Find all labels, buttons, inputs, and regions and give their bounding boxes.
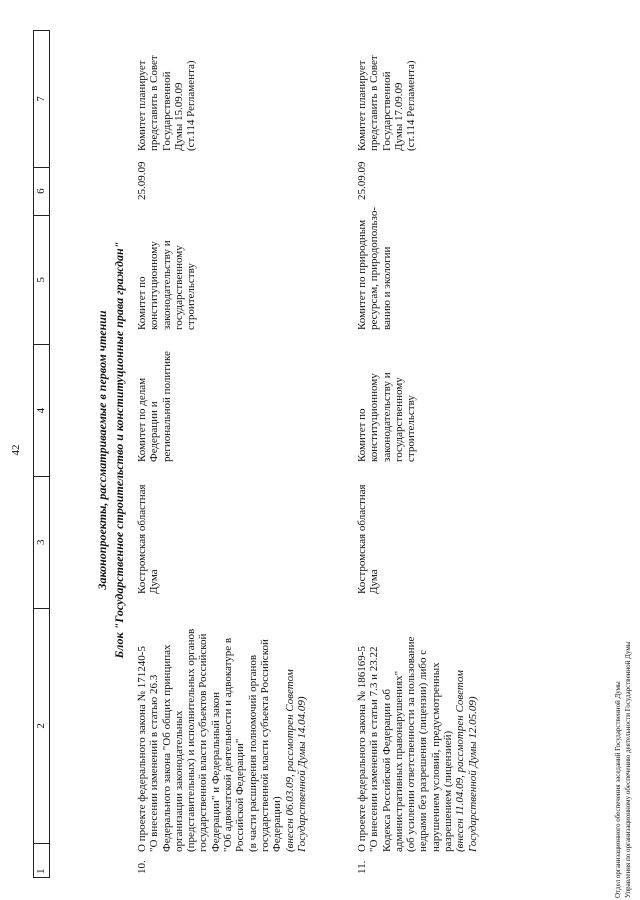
description-line: (представительных) и исполнительных органов [185,628,198,852]
description-line: организации законодательных [172,710,185,852]
description-line: Федерального закона "Об общих принципах [160,644,173,852]
description-line: Кодекса Российской Федерации об [380,689,393,852]
row-co-committee: Комитет по конституционному законодательству и государственному строительству [136,240,198,330]
row-description [356,622,479,852]
footer-line-2: Управления по организационному обеспечению деятельности Государственной Думы [624,641,632,898]
description-line: государственной власти субъектов Российской [197,633,210,852]
description-line: О проекте федерального закона № 171240-5 [136,646,148,852]
row-number: 11. [356,860,368,874]
submission-note-line: Государственной Думы 12.05.09) [466,696,479,852]
column-header-row [33,30,50,878]
row-initiator: Костромская областная Дума [136,484,161,594]
row-date: 25.09.09 [136,161,148,200]
column-header-4: 4 [34,344,49,476]
description-line: государственной власти субъекта Российской [258,639,271,852]
description-line: разрешением (лицензией) [442,730,455,852]
description-line: недрами без разрешения (лицензии) либо с [417,649,430,852]
column-header-1: 1 [34,843,49,877]
block-title: Блок "Государственное строительство и конституционные права граждан" [112,241,126,659]
description-line: "О внесении изменений в статью 26.3 [148,674,161,852]
row-description [136,622,308,852]
description-line: "О внесении изменений в статьи 7.3 и 23.22 [368,646,381,852]
description-line: Федерации" и Федеральный закон [209,691,222,852]
submission-note-line: (внесен 06.03.09, рассмотрен Советом [283,669,296,852]
description-line: (в части расширения полномочий органов [246,654,259,852]
row-initiator: Костромская областная Дума [356,484,381,594]
description-line: "Об адвокатской деятельности и адвокатуре в [222,637,235,852]
row-plan: Комитет планирует представить в Совет Государственной Думы 17.09.09 (ст.114 Регламента) [356,55,418,151]
column-header-3: 3 [34,476,49,608]
submission-note-line: (внесен 11.04.09, рассмотрен Советом [454,670,467,852]
description-line: Федерации) [271,796,284,852]
section-title: Законопроекты, рассматриваемые в первом чтении [95,310,109,590]
row-committee: Комитет по конституционному законодательству и государственному строительству [356,372,418,462]
row-committee: Комитет по делам Федерации и региональной политике [136,351,173,462]
column-header-7: 7 [35,96,47,102]
description-line: (об усилении ответственности за пользование [405,636,418,852]
footer-line-1: Отдел организационного обеспечения заседаний Государственной Думы [614,681,622,898]
row-date: 25.09.09 [356,161,368,200]
row-co-committee: Комитет по природным ресурсам, природопользо-ванию и экологии [356,207,393,330]
column-header-5: 5 [34,215,49,345]
page-number: 42 [10,444,22,456]
description-line: О проекте федерального закона № 186169-5 [356,646,368,852]
row-plan: Комитет планирует представить в Совет Государственной Думы 15.09.09 (ст.114 Регламента) [136,55,198,151]
description-line: Российской Федерации" [234,738,247,852]
description-line: административных правонарушениях" [392,670,405,852]
column-header-2: 2 [34,608,49,843]
description-line: нарушением условий, предусмотренных [429,662,442,852]
column-header-6: 6 [34,167,49,215]
submission-note-line: Государственной Думы 14.04.09) [295,696,308,852]
row-number: 10. [136,860,148,874]
